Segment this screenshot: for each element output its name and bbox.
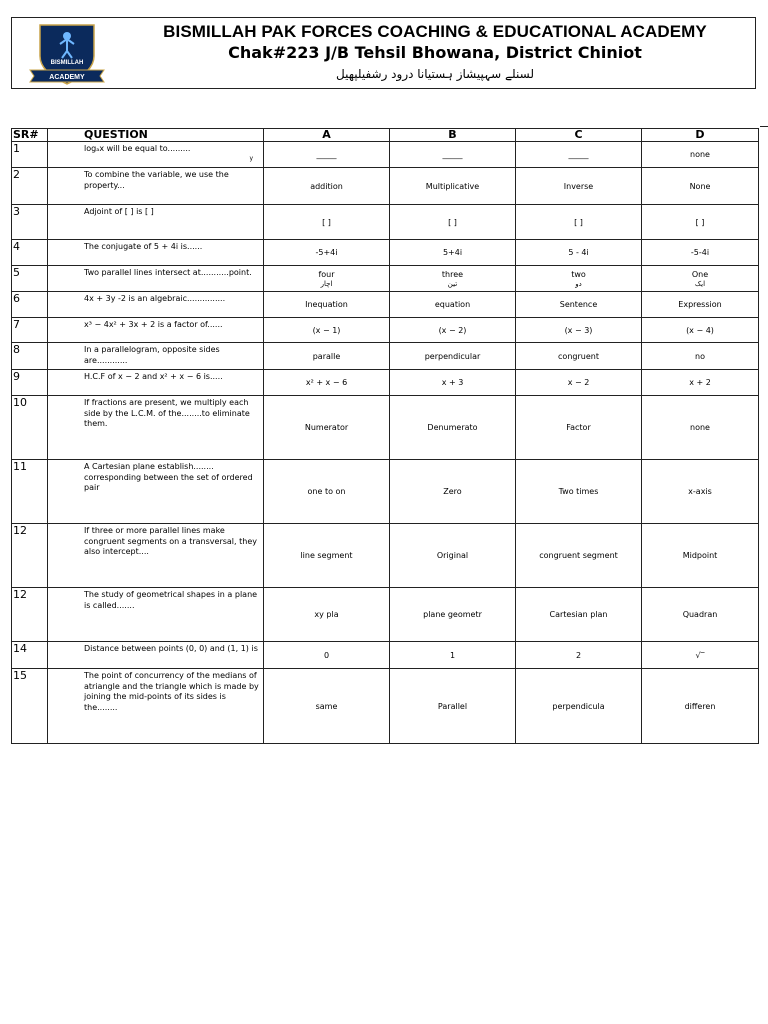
option-label: equation [434,300,471,309]
option-label: addition [310,181,343,191]
option-label: xy pla [314,610,339,619]
option-label: (x − 3) [564,325,593,335]
table-row [12,669,759,744]
row-number: 1 [12,142,48,168]
option-label: x + 2 [689,378,711,387]
option-a [264,318,390,343]
option-urdu-label: ایک [694,279,706,288]
row-number: 14 [12,642,48,669]
option-label: perpendicular [424,351,481,361]
option-c [516,370,642,396]
row-number: 12 [12,588,48,642]
question-text [48,205,264,240]
option-label: _____ [442,150,463,159]
option-label: four [318,269,335,279]
option-label: (x − 2) [438,325,467,335]
option-label: x − 2 [567,378,590,387]
option-label: x + 3 [441,378,464,387]
option-label: x² + x − 6 [305,378,348,387]
option-label: 5+4i [442,248,463,257]
table-row [12,588,759,642]
option-label: x-axis [688,487,712,496]
option-label: 2 [575,650,582,660]
row-number: 2 [12,168,48,205]
option-d [642,168,759,205]
option-d [642,460,759,524]
option-b [390,292,516,318]
row-number: 6 [12,292,48,318]
option-d [642,669,759,744]
option-a [264,142,390,168]
option-d [642,240,759,266]
row-number: 4 [12,240,48,266]
option-c [516,142,642,168]
option-c [516,642,642,669]
option-c [516,240,642,266]
option-d [642,370,759,396]
option-label: Expression [678,300,722,309]
option-a [264,240,390,266]
question-subscript: y [249,154,253,162]
question-text [48,343,264,370]
question-text [48,524,264,588]
question-label: A Cartesian plane establish........ corresponding between the set of ordered pair [84,462,253,492]
header-question: QUESTION [48,129,264,142]
option-b [390,142,516,168]
option-label: Cartesian plan [549,610,608,619]
table-row [12,292,759,318]
row-number: 10 [12,396,48,460]
question-label: If fractions are present, we multiply each side by the L.C.M. of the........to eliminate them. [84,398,250,428]
option-a [264,460,390,524]
option-c [516,343,642,370]
option-d [642,343,759,370]
urdu-tagline: لسنلے سہپیشاز ہستیانا درود رشفیلپھیل [335,67,534,81]
option-c [516,524,642,588]
question-label: 4x + 3y -2 is an algebraic............... [84,294,226,303]
option-c [516,318,642,343]
question-label: In a parallelogram, opposite sides are............ [84,345,220,365]
table-row [12,142,759,168]
option-a [264,524,390,588]
option-label: -5+4i [315,248,338,257]
option-c [516,292,642,318]
question-text [48,460,264,524]
row-number: 12 [12,524,48,588]
question-text [48,396,264,460]
mcq-body [12,142,759,744]
academy-title: BISMILLAH PAK FORCES COACHING & EDUCATIONAL ACADEMY [163,22,707,41]
question-text [48,240,264,266]
question-label: The study of geometrical shapes in a plane is called....... [84,590,258,610]
option-label: [ ] [322,217,331,227]
option-label: congruent [558,351,599,361]
option-urdu-label: تین [447,279,458,288]
academy-address: Chak#223 J/B Tehsil Bhowana, District Chiniot [228,43,642,62]
option-b [390,168,516,205]
table-row [12,370,759,396]
table-row [12,396,759,460]
option-label: 1 [449,650,456,660]
question-label: If three or more parallel lines make congruent segments on a transversal, they also intercept.... [84,526,257,556]
option-label: paralle [312,351,341,361]
option-label: Inequation [305,300,348,309]
option-label: Quadran [682,610,718,619]
option-label: _____ [568,150,589,159]
option-label: Denumerato [427,423,478,432]
option-b [390,396,516,460]
question-label: Distance between points (0, 0) and (1, 1) is [84,644,258,653]
row-number: 3 [12,205,48,240]
question-label: The point of concurrency of the medians of atriangle and the triangle which is made by joining the mid-points of its sides is the........ [84,671,259,712]
table-row [12,168,759,205]
option-label: none [690,423,710,432]
option-label: Multiplicative [425,181,480,191]
option-a [264,343,390,370]
mcq-table [11,128,759,744]
option-label: None [689,181,711,191]
option-a [264,266,390,292]
option-label: Two times [558,487,599,496]
option-label: Original [436,551,469,560]
option-label: none [690,150,710,159]
option-b [390,240,516,266]
option-a [264,642,390,669]
question-text [48,266,264,292]
option-c [516,396,642,460]
table-row [12,524,759,588]
question-text [48,292,264,318]
svg-text:BISMILLAH: BISMILLAH [50,60,84,66]
option-label: Numerator [304,423,349,432]
option-label: 5 - 4i [568,248,589,257]
question-text [48,588,264,642]
option-b [390,205,516,240]
question-label: Two parallel lines intersect at...........point. [84,268,252,277]
option-b [390,318,516,343]
row-number: 8 [12,343,48,370]
svg-text:ACADEMY: ACADEMY [49,74,85,81]
question-label: Adjoint of [ ] is [ ] [84,207,154,216]
option-urdu-label: دو [575,279,582,288]
header-sr: SR# [12,129,48,142]
question-text [48,142,264,168]
option-c [516,460,642,524]
option-a [264,396,390,460]
option-label: one to on [307,487,346,496]
option-b [390,343,516,370]
option-label: [ ] [695,217,705,227]
option-d [642,266,759,292]
option-c [516,266,642,292]
option-label: [ ] [574,217,583,227]
option-b [390,669,516,744]
header-option-b: B [390,129,516,142]
option-d [642,642,759,669]
question-label: logₐx will be equal to......... [84,144,191,153]
option-a [264,205,390,240]
header-option-d: D [642,129,759,142]
question-text [48,642,264,669]
option-label: Inverse [563,181,594,191]
row-number: 5 [12,266,48,292]
option-label: Midpoint [682,551,718,560]
row-number: 11 [12,460,48,524]
table-header-row [12,129,759,142]
table-row [12,318,759,343]
option-label: √‾ [695,650,705,660]
option-label: plane geometr [423,610,482,619]
option-d [642,524,759,588]
option-label: (x − 4) [686,325,714,335]
option-b [390,370,516,396]
option-label: line segment [300,551,353,560]
option-label: [ ] [448,217,457,227]
row-number: 9 [12,370,48,396]
option-label: congruent segment [539,551,618,560]
option-b [390,642,516,669]
question-label: H.C.F of x − 2 and x² + x − 6 is..... [84,372,223,381]
option-b [390,524,516,588]
option-label: Factor [566,423,591,432]
row-number: 7 [12,318,48,343]
table-row [12,460,759,524]
option-urdu-label: اچار [320,279,333,288]
academy-logo [26,22,108,86]
question-text [48,168,264,205]
table-row [12,642,759,669]
option-a [264,292,390,318]
option-c [516,168,642,205]
option-label: Parallel [437,701,468,711]
row-number: 15 [12,669,48,744]
edge-mark [760,126,768,127]
question-label: The conjugate of 5 + 4i is...... [84,242,203,251]
option-label: same [315,701,338,711]
option-label: One [691,269,709,279]
option-d [642,205,759,240]
table-row [12,343,759,370]
option-label: two [571,269,586,279]
table-row [12,205,759,240]
option-a [264,588,390,642]
option-label: three [441,269,464,279]
academy-header [11,17,756,89]
option-label: _____ [316,150,337,159]
option-label: Sentence [559,300,598,309]
option-label: differen [684,701,716,711]
option-label: no [695,351,705,361]
option-label: perpendicula [552,701,605,711]
option-label: -5-4i [690,248,710,257]
option-b [390,588,516,642]
option-b [390,266,516,292]
question-text [48,370,264,396]
table-row [12,240,759,266]
option-a [264,168,390,205]
question-text [48,318,264,343]
option-d [642,292,759,318]
option-d [642,318,759,343]
header-option-a: A [264,129,390,142]
option-a [264,370,390,396]
option-b [390,460,516,524]
option-d [642,588,759,642]
header-option-c: C [516,129,642,142]
option-label: (x − 1) [312,325,341,335]
table-row [12,266,759,292]
option-c [516,205,642,240]
question-label: To combine the variable, we use the property... [84,170,229,190]
question-text [48,669,264,744]
question-label: x³ − 4x² + 3x + 2 is a factor of...... [84,320,223,329]
option-d [642,396,759,460]
option-label: 0 [323,650,330,660]
option-c [516,588,642,642]
option-c [516,669,642,744]
option-d [642,142,759,168]
option-label: Zero [443,487,462,496]
option-a [264,669,390,744]
